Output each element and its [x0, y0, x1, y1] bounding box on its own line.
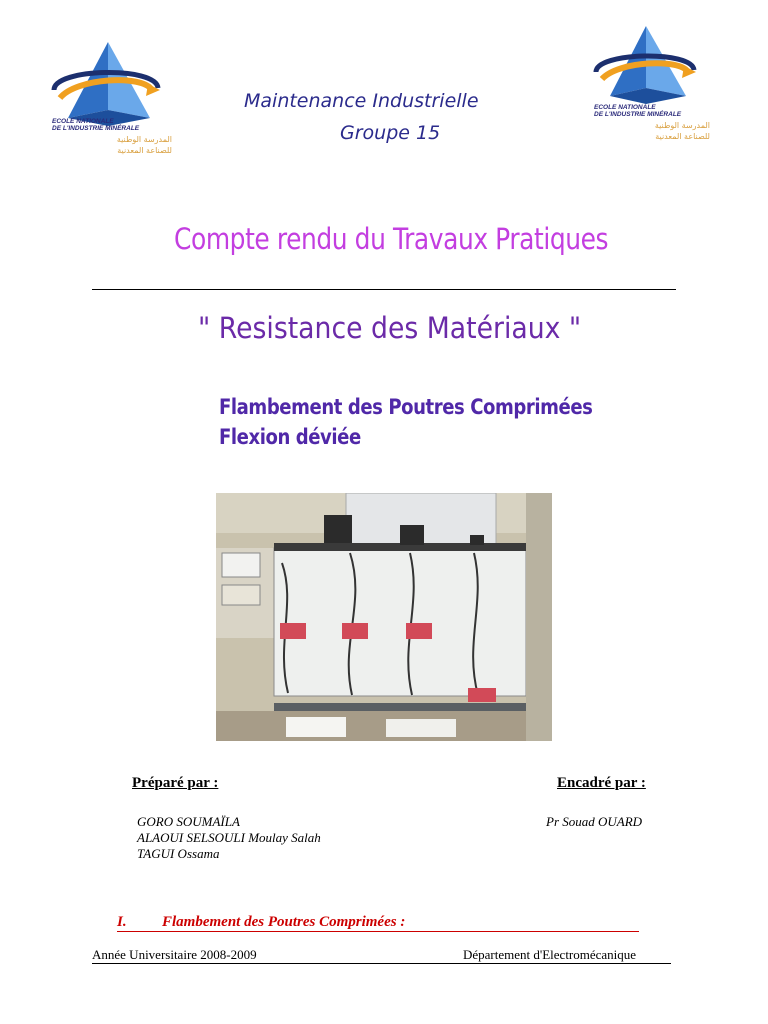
- pyramid-logo-icon: [46, 38, 176, 128]
- title-divider: [92, 289, 676, 290]
- topic-buckling: Flambement des Poutres Comprimées: [219, 395, 593, 419]
- logo-left-arabic2: للصناعة المعدنية: [117, 146, 172, 155]
- logo-right-line1: ECOLE NATIONALE: [594, 104, 656, 111]
- supervised-by-label: Encadré par :: [557, 775, 646, 791]
- author-name: TAGUI Ossama: [137, 846, 220, 861]
- logo-left-arabic1: المدرسة الوطنية: [116, 135, 172, 144]
- topic-bending: Flexion déviée: [219, 425, 361, 449]
- school-logo-right: [590, 24, 720, 144]
- section-underline: [117, 931, 639, 932]
- prepared-by-names: [137, 814, 321, 862]
- report-subject: " Resistance des Matériaux ": [198, 311, 582, 345]
- pyramid-logo-icon: [590, 24, 720, 104]
- header-group: Groupe 15: [340, 122, 441, 144]
- logo-right-arabic1: المدرسة الوطنية: [654, 121, 710, 130]
- footer-rule: [92, 963, 671, 964]
- section-title: Flambement des Poutres Comprimées :: [162, 914, 406, 930]
- supervisor-name: Pr Souad OUARD: [546, 814, 643, 829]
- footer-academic-year: Année Universitaire 2008-2009: [92, 947, 257, 962]
- logo-left-line2: DE L'INDUSTRIE MINÉRALE: [52, 125, 140, 132]
- header-department: Maintenance Industrielle: [244, 90, 479, 112]
- section-number: I.: [117, 914, 127, 930]
- report-title: Compte rendu du Travaux Pratiques: [174, 222, 609, 256]
- logo-right-line2: DE L'INDUSTRIE MINÉRALE: [594, 111, 682, 118]
- author-name: GORO SOUMAÏLA: [137, 814, 240, 829]
- logo-left-line1: ECOLE NATIONALE: [52, 118, 114, 125]
- author-name: ALAOUI SELSOULI Moulay Salah: [137, 830, 321, 845]
- test-bench-photo: [216, 493, 552, 741]
- school-logo-left: [46, 38, 176, 158]
- logo-right-arabic2: للصناعة المعدنية: [655, 132, 710, 141]
- footer-department: Département d'Electromécanique: [463, 947, 637, 962]
- prepared-by-label: Préparé par :: [132, 775, 219, 791]
